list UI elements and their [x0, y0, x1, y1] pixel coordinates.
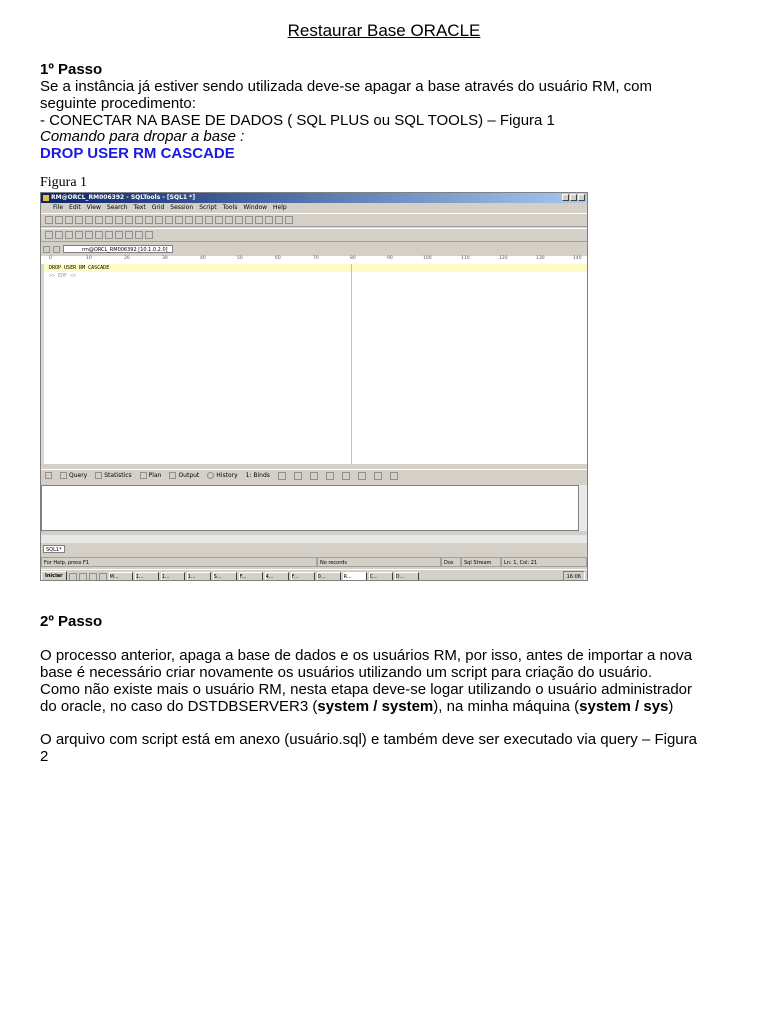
results-grid	[41, 485, 579, 531]
start-button: Iniciar	[41, 571, 67, 582]
tab-plan-label: Plan	[148, 472, 162, 479]
step-icon	[265, 216, 273, 224]
step1-heading: 1º Passo	[40, 61, 103, 78]
disconnect-icon	[55, 231, 63, 239]
tab-binds-label: 1: Binds	[245, 472, 270, 479]
ruler-mark: 10	[86, 256, 92, 261]
sql-editor	[41, 264, 587, 464]
object-list-icon	[115, 231, 123, 239]
step1-line1: Se a instância já estiver sendo utilizada deve-se apagar a base através do usuário RM, com	[40, 78, 653, 95]
grid-prev-icon	[310, 472, 318, 480]
refresh-icon	[125, 231, 133, 239]
tab-binds	[246, 472, 270, 479]
save-icon	[65, 216, 73, 224]
tab-history	[207, 472, 237, 479]
step1-line2: seguinte procedimento:	[40, 95, 196, 112]
maximize-icon	[570, 194, 577, 201]
grid-export-icon	[390, 472, 398, 480]
status-help: For Help, press F1	[41, 557, 317, 567]
credentials-server: system / system	[317, 698, 434, 715]
connection-tab: rm@ORCL_RM006392 [10.1.0.2.0]	[63, 245, 173, 253]
tab-plan	[140, 472, 162, 479]
sql-document-tab: SQL1*	[43, 545, 65, 553]
grid-icon	[95, 231, 103, 239]
history-icon	[207, 472, 214, 479]
bookmark-icon	[185, 216, 193, 224]
ruler-mark: 130	[536, 256, 545, 261]
task-button: 1...	[135, 572, 159, 582]
quicklaunch-icon	[89, 573, 97, 581]
open-icon	[55, 216, 63, 224]
menu-session: Session	[170, 204, 194, 211]
windows-taskbar	[41, 569, 587, 581]
tab-query-label: Query	[69, 472, 88, 479]
redo-icon	[145, 216, 153, 224]
grid-prev-page-icon	[294, 472, 302, 480]
step1-line3: - CONECTAR NA BASE DE DADOS ( SQL PLUS ou SQL TOOLS) – Figura 1	[40, 112, 555, 129]
ruler-mark: 20	[124, 256, 130, 261]
step2-p1-line1: O processo anterior, apaga a base de dados e os usuários RM, por isso, antes de importar a nova	[40, 647, 693, 664]
tab-history-label: History	[216, 472, 238, 479]
current-line-highlight	[41, 264, 587, 272]
rollback-icon	[75, 231, 83, 239]
results-horizontal-scrollbar	[41, 535, 587, 543]
tab-statistics	[95, 472, 131, 479]
ruler-mark: 50	[237, 256, 243, 261]
ruler-mark: 90	[387, 256, 393, 261]
p2-text-mid: ), na minha máquina (	[433, 698, 580, 715]
close-icon	[578, 194, 585, 201]
quicklaunch-icon	[79, 573, 87, 581]
p2-text-pre: do oracle, no caso do DSTDBSERVER3 (	[40, 698, 318, 715]
find-icon	[155, 216, 163, 224]
tab-statistics-label: Statistics	[104, 472, 132, 479]
grid-next-page-icon	[342, 472, 350, 480]
sqltools-titlebar	[41, 193, 587, 203]
status-stream: Sql Stream	[461, 557, 501, 567]
menu-text: Text	[133, 204, 146, 211]
find-next-icon	[165, 216, 173, 224]
ruler-mark: 40	[200, 256, 206, 261]
drop-command: DROP USER RM CASCADE	[40, 145, 235, 162]
settings-icon	[135, 231, 143, 239]
figure-1-screenshot	[40, 192, 588, 581]
tab-query	[60, 472, 87, 479]
ruler-mark: 80	[350, 256, 356, 261]
app-icon	[43, 195, 49, 201]
ruler-mark: 140	[573, 256, 582, 261]
connect-icon	[45, 231, 53, 239]
db-lock-icon	[53, 246, 60, 253]
uppercase-icon	[215, 216, 223, 224]
task-button-active: R...	[343, 572, 367, 582]
taskbar-clock: 16:06	[563, 571, 585, 582]
menu-edit: Edit	[69, 204, 81, 211]
output-icon	[169, 472, 176, 479]
grid-copy-icon	[374, 472, 382, 480]
stop-icon	[285, 216, 293, 224]
menu-grid: Grid	[151, 204, 165, 211]
task-button: F...	[239, 572, 263, 582]
main-toolbar	[41, 213, 587, 227]
task-button: M...	[109, 572, 133, 582]
menu-tools: Tools	[222, 204, 238, 211]
task-button: 1...	[161, 572, 185, 582]
new-file-icon	[45, 216, 53, 224]
document-title: Restaurar Base ORACLE	[287, 21, 481, 40]
status-bar	[41, 557, 587, 567]
status-records: No records	[317, 557, 441, 567]
ruler-mark: 110	[461, 256, 470, 261]
task-button: S...	[213, 572, 237, 582]
quicklaunch-icon	[99, 573, 107, 581]
task-button: 1...	[187, 572, 211, 582]
query-icon	[60, 472, 67, 479]
window-controls	[562, 194, 585, 201]
ruler-mark: 70	[313, 256, 319, 261]
ruler-mark: 120	[499, 256, 508, 261]
editor-split-divider	[351, 264, 352, 464]
copy-icon	[115, 216, 123, 224]
users-icon	[145, 231, 153, 239]
menu-file: File	[53, 204, 64, 211]
window-title: RM@ORCL_RM006392 - SQLTools - [SQL1 *]	[51, 194, 196, 201]
menu-search: Search	[106, 204, 128, 211]
results-vertical-scrollbar	[579, 485, 587, 531]
cut-icon	[105, 216, 113, 224]
object-viewer-icon	[105, 231, 113, 239]
replace-icon	[175, 216, 183, 224]
figure-caption: Figura 1	[40, 175, 88, 190]
lowercase-icon	[225, 216, 233, 224]
result-tabs-bar	[41, 469, 587, 481]
menu-window: Window	[243, 204, 268, 211]
grid-last-icon	[358, 472, 366, 480]
ruler-mark: 60	[275, 256, 281, 261]
menu-help: Help	[273, 204, 287, 211]
save-all-icon	[75, 216, 83, 224]
step2-p3-line2: 2	[40, 748, 49, 765]
indent-icon	[195, 216, 203, 224]
menu-bar	[41, 203, 587, 212]
status-mode: Dos	[441, 557, 461, 567]
skip-icon	[275, 216, 283, 224]
paste-icon	[125, 216, 133, 224]
undo-icon	[135, 216, 143, 224]
task-button: 4...	[265, 572, 289, 582]
statistics-icon	[95, 472, 102, 479]
editor-line-1: DROP USER RM CASCADE	[49, 265, 110, 271]
task-button: F...	[291, 572, 315, 582]
editor-line-eof: >> EOF <<	[49, 273, 77, 279]
execute-icon	[255, 216, 263, 224]
comment-icon	[235, 216, 243, 224]
menu-view: View	[86, 204, 101, 211]
editor-gutter	[41, 264, 44, 464]
credentials-local: system / sys	[579, 698, 669, 715]
grid-first-icon	[278, 472, 286, 480]
ruler-mark: 100	[423, 256, 432, 261]
tab-output-label: Output	[178, 472, 200, 479]
commit-icon	[65, 231, 73, 239]
step2-p2-line1: Como não existe mais o usuário RM, nesta etapa deve-se logar utilizando o usuário administrador	[40, 681, 693, 698]
print-preview-icon	[95, 216, 103, 224]
grid-next-icon	[326, 472, 334, 480]
tab-output	[169, 472, 199, 479]
status-position: Ln: 1, Col: 21	[501, 557, 587, 567]
step2-p3-line1: O arquivo com script está em anexo (usuário.sql) e também deve ser executado via query – Figura	[40, 731, 697, 748]
ruler-mark: 30	[162, 256, 168, 261]
outdent-icon	[205, 216, 213, 224]
uncomment-icon	[245, 216, 253, 224]
print-icon	[85, 216, 93, 224]
quicklaunch-icon	[69, 573, 77, 581]
task-button: 0...	[317, 572, 341, 582]
plan-icon	[140, 472, 147, 479]
step2-heading: 2º Passo	[40, 613, 103, 630]
pin-icon	[45, 472, 52, 479]
explain-icon	[85, 231, 93, 239]
step2-p1-line2: base é necessário criar novamente os usuários utilizando um script para criação do usuário.	[40, 664, 652, 681]
connection-bar	[43, 244, 587, 254]
p2-text-post: )	[668, 698, 674, 715]
session-toolbar	[41, 228, 587, 242]
task-button: C...	[369, 572, 393, 582]
db-icon	[43, 246, 50, 253]
menu-script: Script	[199, 204, 217, 211]
minimize-icon	[562, 194, 569, 201]
step2-p2-line2	[40, 698, 730, 715]
ruler-mark: 0	[49, 256, 52, 261]
task-button: D...	[395, 572, 419, 582]
step1-line4: Comando para dropar a base :	[40, 128, 245, 145]
